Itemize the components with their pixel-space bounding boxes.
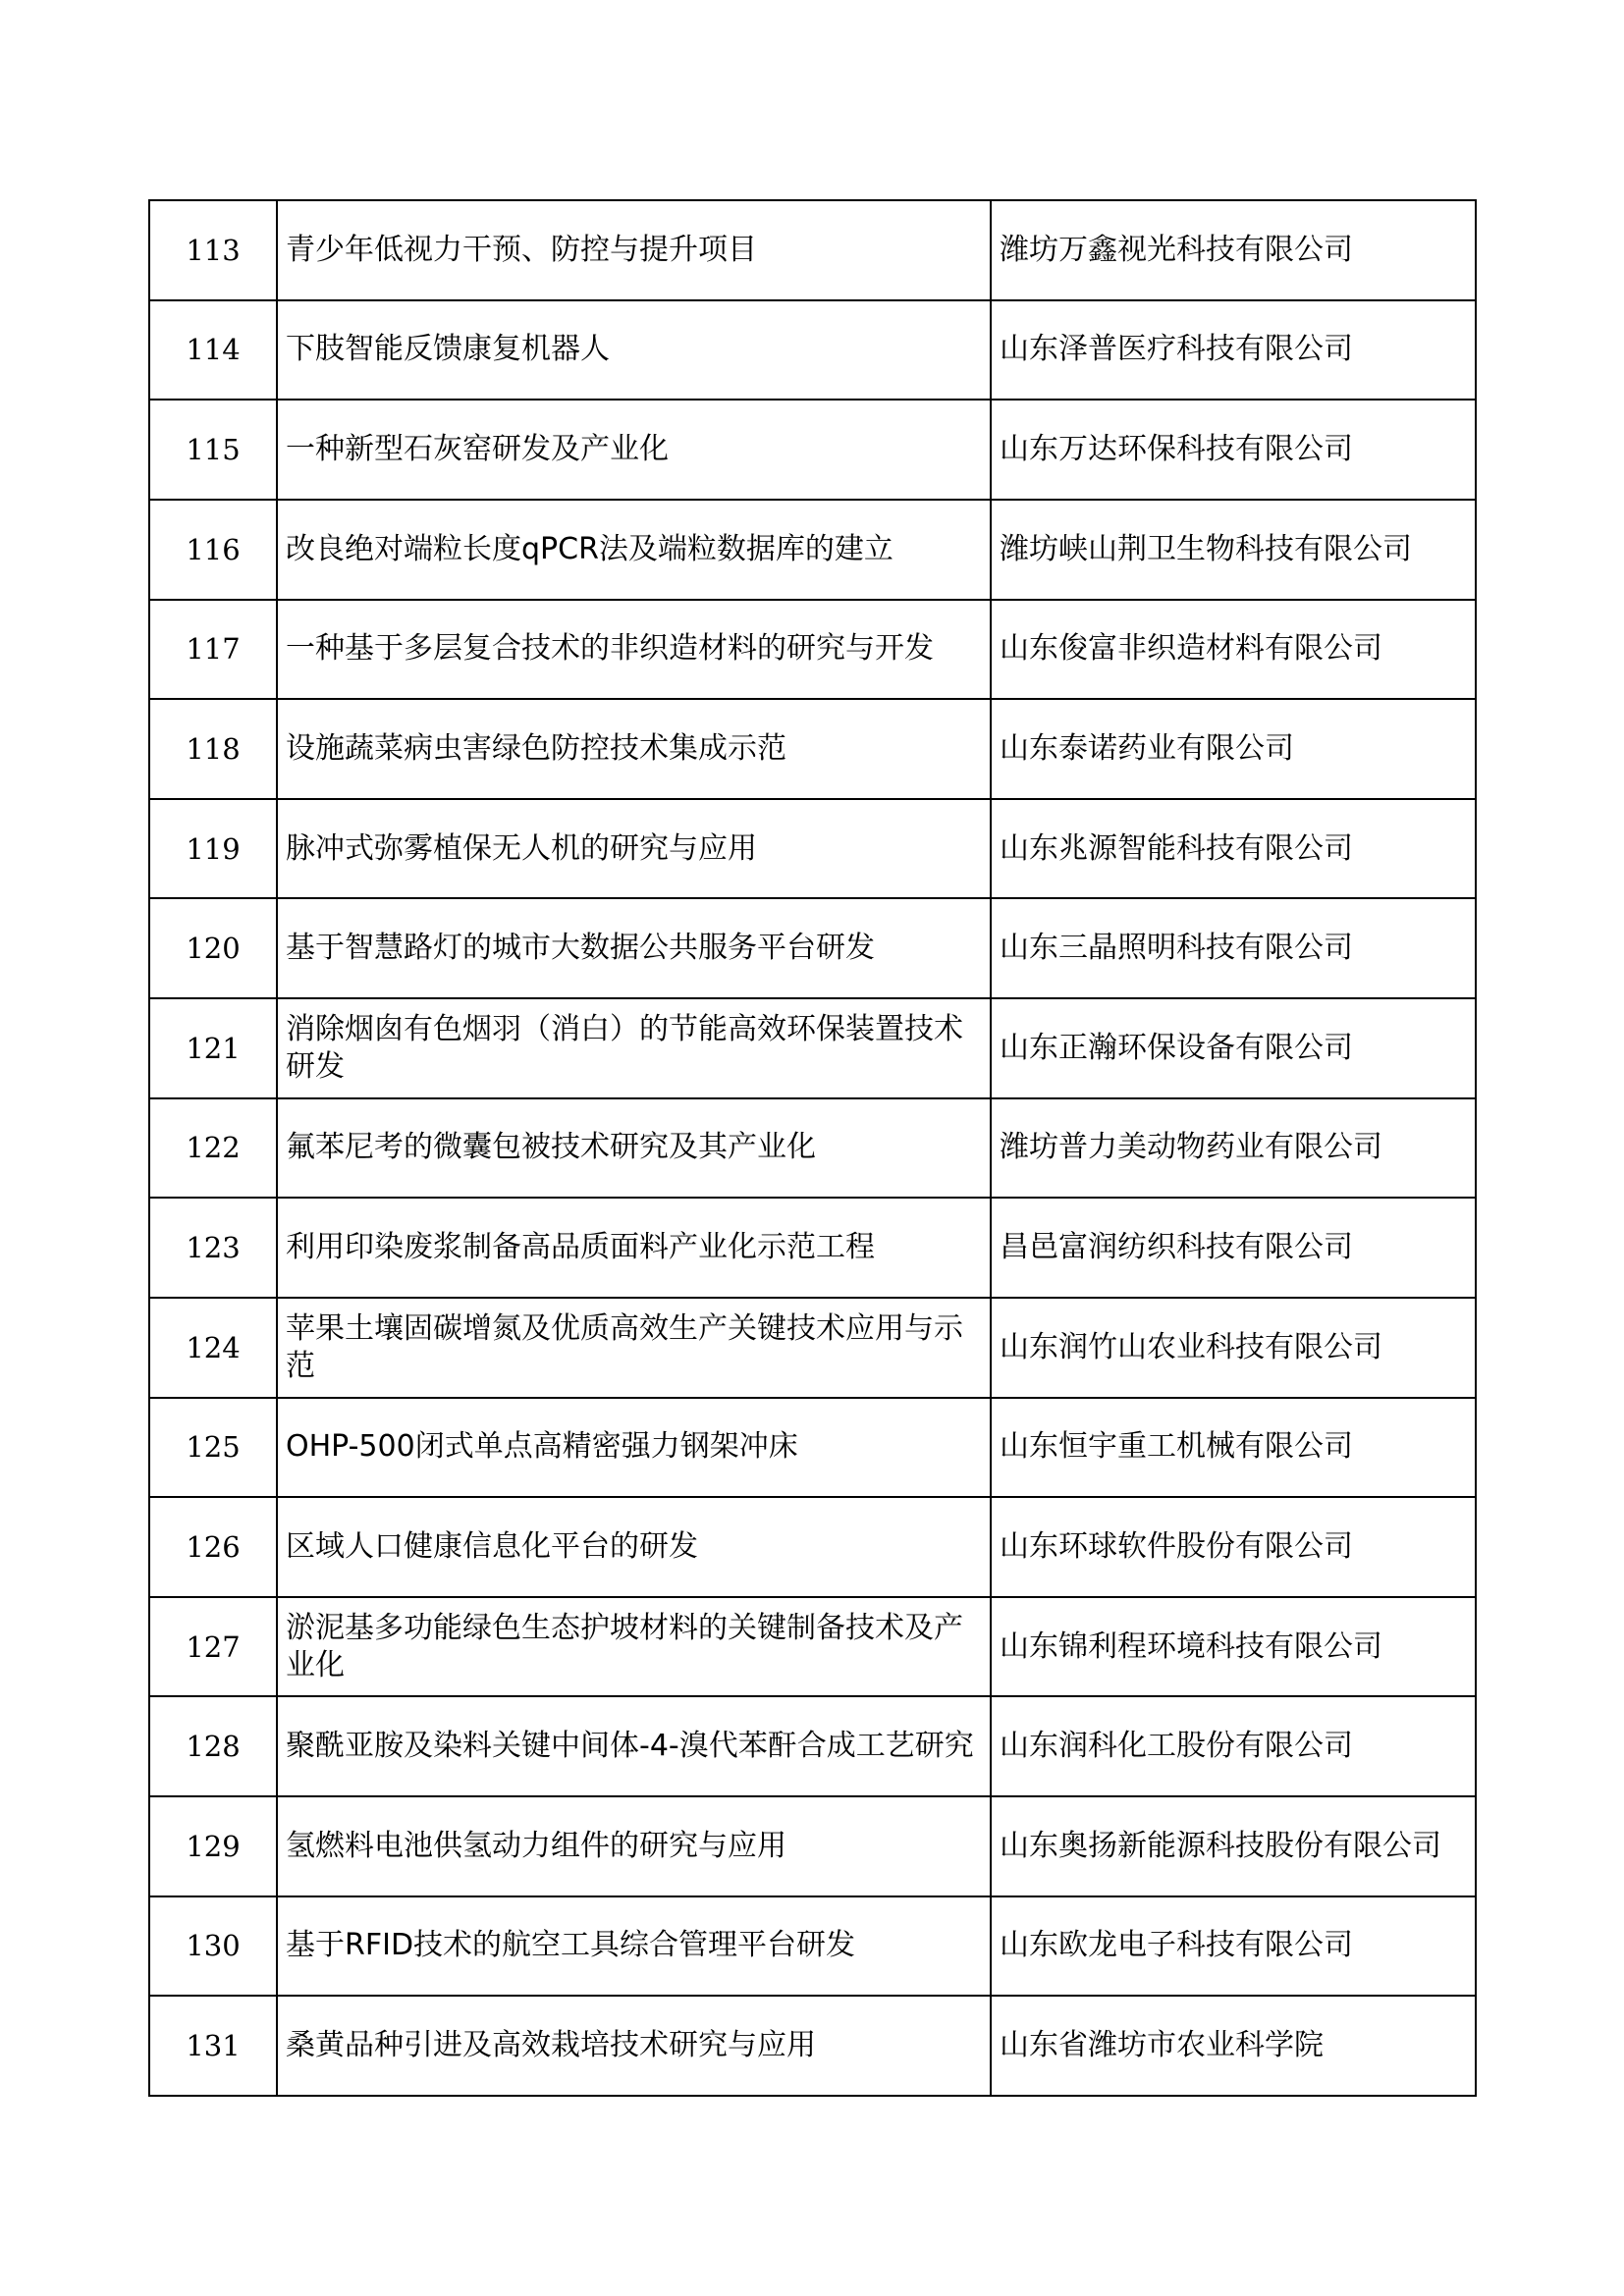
company-name-cell: 山东奥扬新能源科技股份有限公司 — [991, 1796, 1476, 1896]
company-name-cell: 昌邑富润纺织科技有限公司 — [991, 1198, 1476, 1298]
table-row — [149, 898, 1476, 998]
project-name-cell: 氟苯尼考的微囊包被技术研究及其产业化 — [277, 1098, 991, 1199]
company-name-cell: 山东泰诺药业有限公司 — [991, 699, 1476, 799]
table-row — [149, 1398, 1476, 1498]
row-number-cell: 121 — [149, 998, 277, 1098]
row-number-cell: 128 — [149, 1696, 277, 1796]
company-name-cell: 山东正瀚环保设备有限公司 — [991, 998, 1476, 1098]
table-row — [149, 998, 1476, 1098]
table-row — [149, 1298, 1476, 1398]
row-number-cell: 116 — [149, 500, 277, 600]
row-number-cell: 122 — [149, 1098, 277, 1199]
company-name-cell: 潍坊峡山荆卫生物科技有限公司 — [991, 500, 1476, 600]
table-body — [149, 200, 1476, 2096]
row-number-cell: 127 — [149, 1597, 277, 1697]
table-row — [149, 1098, 1476, 1199]
row-number-cell: 126 — [149, 1497, 277, 1597]
project-name-cell: 设施蔬菜病虫害绿色防控技术集成示范 — [277, 699, 991, 799]
company-name-cell: 潍坊普力美动物药业有限公司 — [991, 1098, 1476, 1199]
company-name-cell: 山东兆源智能科技有限公司 — [991, 799, 1476, 899]
project-name-cell: 氢燃料电池供氢动力组件的研究与应用 — [277, 1796, 991, 1896]
row-number-cell: 118 — [149, 699, 277, 799]
row-number-cell: 123 — [149, 1198, 277, 1298]
company-name-cell: 山东锦利程环境科技有限公司 — [991, 1597, 1476, 1697]
project-name-cell: 消除烟囱有色烟羽（消白）的节能高效环保装置技术研发 — [277, 998, 991, 1098]
project-name-cell: 利用印染废浆制备高品质面料产业化示范工程 — [277, 1198, 991, 1298]
row-number-cell: 115 — [149, 400, 277, 500]
table-row — [149, 1996, 1476, 2096]
project-name-cell: 脉冲式弥雾植保无人机的研究与应用 — [277, 799, 991, 899]
row-number-cell: 129 — [149, 1796, 277, 1896]
company-name-cell: 山东润科化工股份有限公司 — [991, 1696, 1476, 1796]
row-number-cell: 117 — [149, 600, 277, 700]
project-name-cell: OHP-500闭式单点高精密强力钢架冲床 — [277, 1398, 991, 1498]
table-row — [149, 1796, 1476, 1896]
company-name-cell: 山东润竹山农业科技有限公司 — [991, 1298, 1476, 1398]
project-name-cell: 一种基于多层复合技术的非织造材料的研究与开发 — [277, 600, 991, 700]
table-row — [149, 300, 1476, 400]
table-row — [149, 699, 1476, 799]
table-row — [149, 600, 1476, 700]
table-row — [149, 1497, 1476, 1597]
row-number-cell: 113 — [149, 200, 277, 300]
table-row — [149, 500, 1476, 600]
project-name-cell: 淤泥基多功能绿色生态护坡材料的关键制备技术及产业化 — [277, 1597, 991, 1697]
table-row — [149, 1896, 1476, 1997]
project-name-cell: 桑黄品种引进及高效栽培技术研究与应用 — [277, 1996, 991, 2096]
company-name-cell: 山东环球软件股份有限公司 — [991, 1497, 1476, 1597]
company-name-cell: 山东恒宇重工机械有限公司 — [991, 1398, 1476, 1498]
project-name-cell: 一种新型石灰窑研发及产业化 — [277, 400, 991, 500]
row-number-cell: 131 — [149, 1996, 277, 2096]
row-number-cell: 130 — [149, 1896, 277, 1997]
table-row — [149, 1597, 1476, 1697]
project-name-cell: 下肢智能反馈康复机器人 — [277, 300, 991, 400]
company-name-cell: 山东欧龙电子科技有限公司 — [991, 1896, 1476, 1997]
company-name-cell: 山东泽普医疗科技有限公司 — [991, 300, 1476, 400]
table-row — [149, 200, 1476, 300]
project-name-cell: 基于智慧路灯的城市大数据公共服务平台研发 — [277, 898, 991, 998]
project-table — [148, 199, 1477, 2097]
company-name-cell: 山东省潍坊市农业科学院 — [991, 1996, 1476, 2096]
company-name-cell: 潍坊万鑫视光科技有限公司 — [991, 200, 1476, 300]
project-name-cell: 基于RFID技术的航空工具综合管理平台研发 — [277, 1896, 991, 1997]
company-name-cell: 山东三晶照明科技有限公司 — [991, 898, 1476, 998]
table-row — [149, 1696, 1476, 1796]
project-name-cell: 青少年低视力干预、防控与提升项目 — [277, 200, 991, 300]
project-name-cell: 改良绝对端粒长度qPCR法及端粒数据库的建立 — [277, 500, 991, 600]
row-number-cell: 124 — [149, 1298, 277, 1398]
table-row — [149, 799, 1476, 899]
project-name-cell: 苹果土壤固碳增氮及优质高效生产关键技术应用与示范 — [277, 1298, 991, 1398]
row-number-cell: 120 — [149, 898, 277, 998]
company-name-cell: 山东俊富非织造材料有限公司 — [991, 600, 1476, 700]
table-row — [149, 1198, 1476, 1298]
row-number-cell: 125 — [149, 1398, 277, 1498]
row-number-cell: 119 — [149, 799, 277, 899]
project-name-cell: 区域人口健康信息化平台的研发 — [277, 1497, 991, 1597]
table-row — [149, 400, 1476, 500]
row-number-cell: 114 — [149, 300, 277, 400]
company-name-cell: 山东万达环保科技有限公司 — [991, 400, 1476, 500]
project-name-cell: 聚酰亚胺及染料关键中间体-4-溴代苯酐合成工艺研究 — [277, 1696, 991, 1796]
